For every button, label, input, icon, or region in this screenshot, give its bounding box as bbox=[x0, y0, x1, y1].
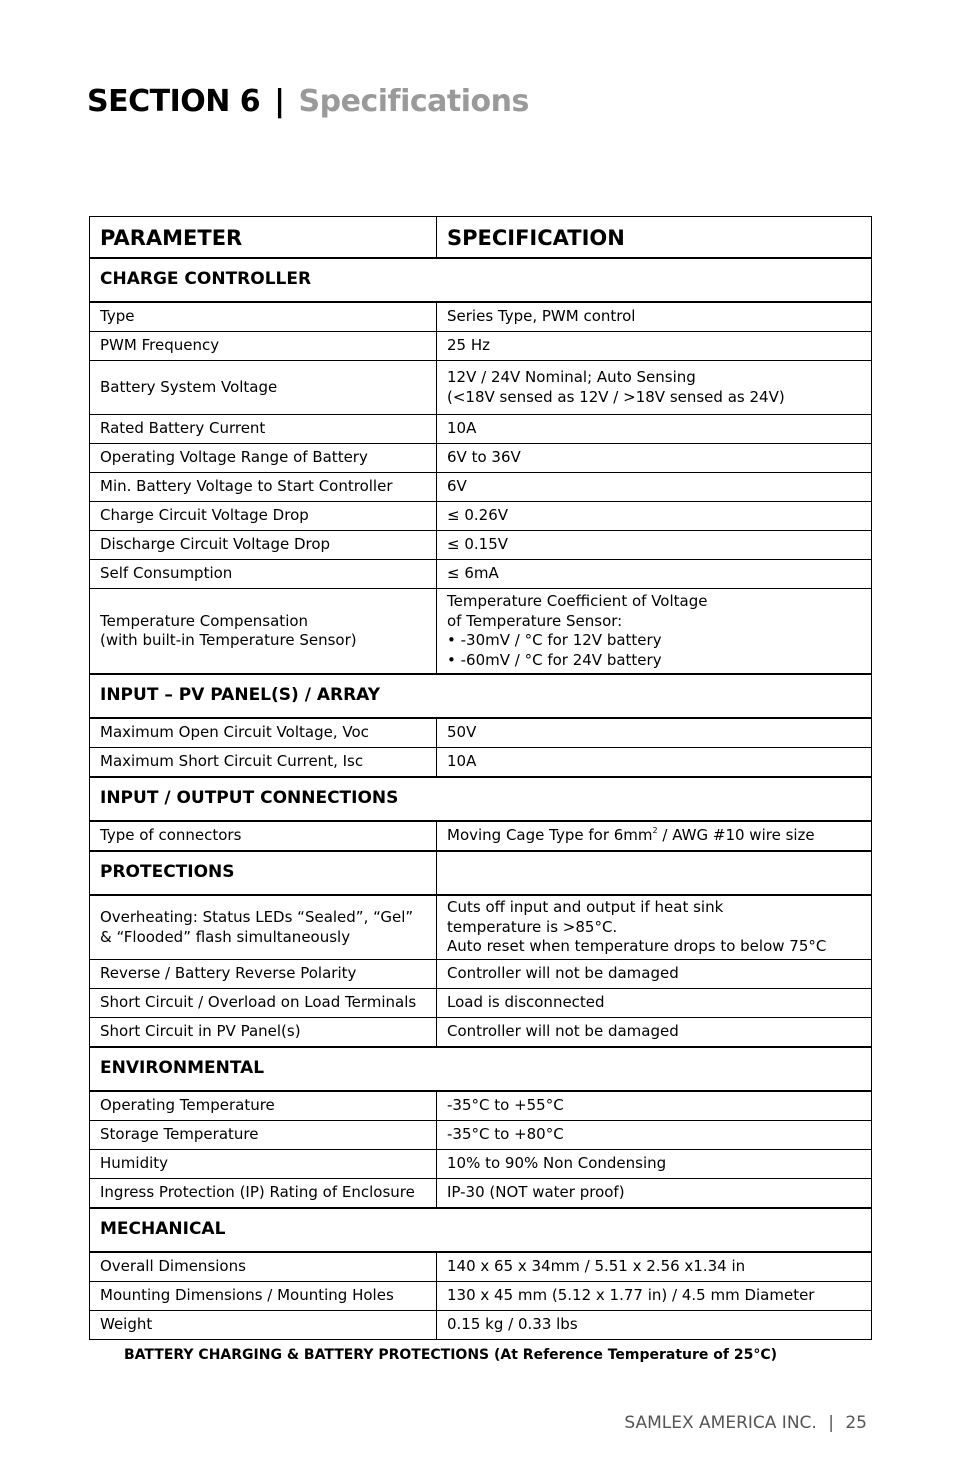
page-title bbox=[87, 84, 529, 119]
table-row bbox=[90, 531, 872, 560]
title-separator: | bbox=[274, 84, 285, 119]
table-row bbox=[90, 821, 872, 851]
table-row bbox=[90, 560, 872, 589]
section-row-mechanical bbox=[90, 1208, 872, 1252]
section-row-io-connections bbox=[90, 777, 872, 821]
parameter-cell: Self Consumption bbox=[90, 560, 437, 589]
specification-cell: 140 x 65 x 34mm / 5.51 x 2.56 x1.34 in bbox=[437, 1252, 872, 1282]
parameter-cell: Operating Temperature bbox=[90, 1091, 437, 1121]
table-row bbox=[90, 718, 872, 748]
parameter-cell: Reverse / Battery Reverse Polarity bbox=[90, 960, 437, 989]
specification-cell: IP-30 (NOT water proof) bbox=[437, 1179, 872, 1209]
spec-line: of Temperature Sensor: bbox=[447, 611, 623, 630]
parameter-cell bbox=[90, 895, 437, 960]
section-heading: INPUT – PV PANEL(S) / ARRAY bbox=[90, 674, 872, 718]
specification-cell: 25 Hz bbox=[437, 332, 872, 361]
table-row bbox=[90, 1018, 872, 1048]
specification-cell bbox=[437, 589, 872, 675]
specification-cell: 10A bbox=[437, 748, 872, 778]
specification-cell: 130 x 45 mm (5.12 x 1.77 in) / 4.5 mm Diameter bbox=[437, 1282, 872, 1311]
parameter-cell: Rated Battery Current bbox=[90, 415, 437, 444]
section-row-environmental bbox=[90, 1047, 872, 1091]
specification-cell: 0.15 kg / 0.33 lbs bbox=[437, 1311, 872, 1340]
table-footnote: BATTERY CHARGING & BATTERY PROTECTIONS (At Reference Temperature of 25°C) bbox=[124, 1347, 778, 1363]
specification-cell: ≤ 6mA bbox=[437, 560, 872, 589]
section-heading: INPUT / OUTPUT CONNECTIONS bbox=[90, 777, 872, 821]
specification-cell: -35°C to +55°C bbox=[437, 1091, 872, 1121]
specification-cell: ≤ 0.15V bbox=[437, 531, 872, 560]
column-header-specification: SPECIFICATION bbox=[437, 217, 872, 259]
parameter-cell: Short Circuit / Overload on Load Terminals bbox=[90, 989, 437, 1018]
table-row bbox=[90, 1282, 872, 1311]
specification-cell: 10% to 90% Non Condensing bbox=[437, 1150, 872, 1179]
section-title: Specifications bbox=[298, 84, 529, 119]
table-row bbox=[90, 1121, 872, 1150]
specification-cell bbox=[437, 821, 872, 851]
table-row bbox=[90, 989, 872, 1018]
page-number: 25 bbox=[845, 1413, 867, 1433]
table-row bbox=[90, 332, 872, 361]
spec-line: Temperature Coefficient of Voltage bbox=[447, 592, 708, 610]
parameter-cell: Short Circuit in PV Panel(s) bbox=[90, 1018, 437, 1048]
section-row-charge-controller bbox=[90, 258, 872, 302]
specification-cell: Load is disconnected bbox=[437, 989, 872, 1018]
section-row-protections bbox=[90, 851, 872, 895]
table-row bbox=[90, 502, 872, 531]
specification-cell: Series Type, PWM control bbox=[437, 302, 872, 332]
table-row bbox=[90, 444, 872, 473]
specification-cell: 10A bbox=[437, 415, 872, 444]
footer-separator: | bbox=[828, 1413, 834, 1433]
specification-cell bbox=[437, 895, 872, 960]
parameter-cell: PWM Frequency bbox=[90, 332, 437, 361]
spec-line: temperature is >85°C. bbox=[447, 917, 618, 936]
table-row bbox=[90, 895, 872, 960]
section-heading: MECHANICAL bbox=[90, 1208, 872, 1252]
table-row bbox=[90, 960, 872, 989]
parameter-cell: Discharge Circuit Voltage Drop bbox=[90, 531, 437, 560]
parameter-cell: Weight bbox=[90, 1311, 437, 1340]
parameter-line: Temperature Compensation bbox=[100, 611, 309, 630]
parameter-cell: Maximum Open Circuit Voltage, Voc bbox=[90, 718, 437, 748]
spec-text: Moving Cage Type for 6mm bbox=[447, 826, 653, 845]
specification-cell: 50V bbox=[437, 718, 872, 748]
specifications-table bbox=[89, 216, 872, 1340]
spec-line: Cuts off input and output if heat sink bbox=[447, 898, 724, 917]
parameter-cell: Battery System Voltage bbox=[90, 361, 437, 415]
specification-cell bbox=[437, 361, 872, 415]
parameter-cell: Operating Voltage Range of Battery bbox=[90, 444, 437, 473]
section-heading: PROTECTIONS bbox=[90, 851, 437, 895]
table-row bbox=[90, 302, 872, 332]
parameter-cell: Overall Dimensions bbox=[90, 1252, 437, 1282]
spec-line: 12V / 24V Nominal; Auto Sensing bbox=[447, 368, 696, 386]
section-heading: ENVIRONMENTAL bbox=[90, 1047, 872, 1091]
parameter-cell: Type of connectors bbox=[90, 821, 437, 851]
section-row-input-pv bbox=[90, 674, 872, 718]
table-row bbox=[90, 473, 872, 502]
spec-line: • -60mV / °C for 24V battery bbox=[447, 650, 662, 669]
section-heading: CHARGE CONTROLLER bbox=[90, 258, 872, 302]
empty-cell bbox=[437, 851, 872, 895]
parameter-line: & “Flooded” flash simultaneously bbox=[100, 927, 351, 946]
spec-line: Auto reset when temperature drops to below 75°C bbox=[447, 937, 827, 956]
table-row bbox=[90, 1150, 872, 1179]
specification-cell: Controller will not be damaged bbox=[437, 960, 872, 989]
section-label: SECTION 6 bbox=[87, 84, 261, 119]
parameter-cell: Ingress Protection (IP) Rating of Enclosure bbox=[90, 1179, 437, 1209]
parameter-cell: Charge Circuit Voltage Drop bbox=[90, 502, 437, 531]
spec-text: / AWG #10 wire size bbox=[657, 826, 815, 845]
table-header-row bbox=[90, 217, 872, 259]
spec-line: • -30mV / °C for 12V battery bbox=[447, 631, 662, 649]
table-row bbox=[90, 1252, 872, 1282]
page-footer bbox=[624, 1413, 867, 1433]
parameter-cell: Min. Battery Voltage to Start Controller bbox=[90, 473, 437, 502]
specification-cell: Controller will not be damaged bbox=[437, 1018, 872, 1048]
specification-cell: -35°C to +80°C bbox=[437, 1121, 872, 1150]
parameter-cell: Type bbox=[90, 302, 437, 332]
spec-line: (<18V sensed as 12V / >18V sensed as 24V) bbox=[447, 387, 785, 406]
company-name: SAMLEX AMERICA INC. bbox=[624, 1413, 817, 1433]
table-row bbox=[90, 415, 872, 444]
table-row bbox=[90, 1091, 872, 1121]
parameter-cell: Storage Temperature bbox=[90, 1121, 437, 1150]
specification-cell: 6V bbox=[437, 473, 872, 502]
table-row bbox=[90, 748, 872, 778]
specification-cell: 6V to 36V bbox=[437, 444, 872, 473]
specification-cell: ≤ 0.26V bbox=[437, 502, 872, 531]
table-row bbox=[90, 589, 872, 675]
table-row bbox=[90, 361, 872, 415]
table-row bbox=[90, 1311, 872, 1340]
parameter-cell: Humidity bbox=[90, 1150, 437, 1179]
parameter-cell bbox=[90, 589, 437, 675]
parameter-line: (with built-in Temperature Sensor) bbox=[100, 631, 357, 649]
parameter-cell: Mounting Dimensions / Mounting Holes bbox=[90, 1282, 437, 1311]
parameter-cell: Maximum Short Circuit Current, Isc bbox=[90, 748, 437, 778]
table-row bbox=[90, 1179, 872, 1209]
parameter-line: Overheating: Status LEDs “Sealed”, “Gel” bbox=[100, 908, 414, 926]
column-header-parameter: PARAMETER bbox=[90, 217, 437, 259]
superscript: 2 bbox=[652, 826, 658, 836]
